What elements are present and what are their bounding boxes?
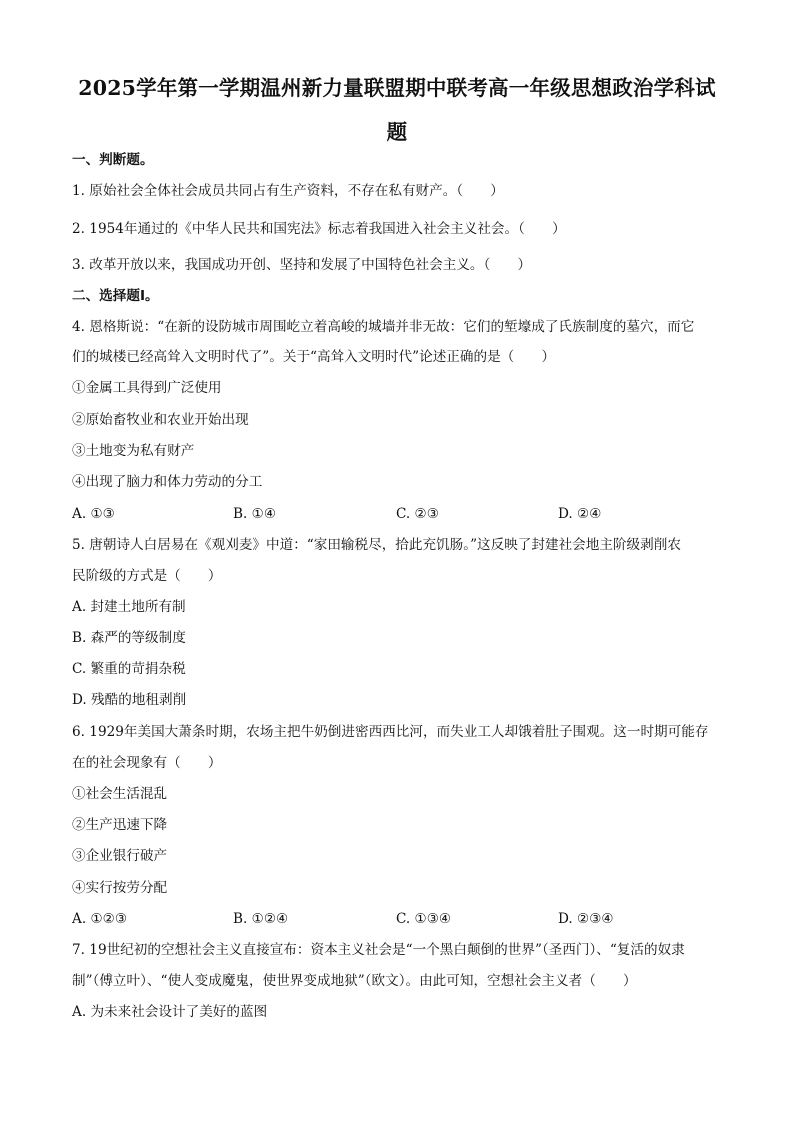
question-2: 2. 1954年通过的《中华人民共和国宪法》标志着我国进入社会主义社会。（ ） xyxy=(72,221,566,237)
question-4-item: ②原始畜牧业和农业开始出现 xyxy=(72,412,249,428)
question-4-line-1: 4. 恩格斯说：“在新的设防城市周围屹立着高峻的城墙并非无故：它们的堑壕成了氏族制度的墓穴，而它 xyxy=(72,319,695,335)
question-4-item: ③土地变为私有财产 xyxy=(72,443,195,459)
section-heading-choice: 二、选择题Ⅰ。 xyxy=(72,288,159,304)
question-4-option-c: C. ②③ xyxy=(396,506,439,522)
question-4-option-d: D. ②④ xyxy=(558,506,602,522)
question-4-item: ④出现了脑力和体力劳动的分工 xyxy=(72,474,263,490)
question-6-option-b: B. ①②④ xyxy=(233,911,289,927)
question-6-option-a: A. ①②③ xyxy=(72,911,128,927)
question-5-line-1: 5. 唐朝诗人白居易在《观刈麦》中道：“家田输税尽，拾此充饥肠。”这反映了封建社会地主阶级剥削农 xyxy=(72,537,681,553)
question-6-line-1: 6. 1929年美国大萧条时期，农场主把牛奶倒进密西西比河，而失业工人却饿着肚子围观。这一时期可能存 xyxy=(72,724,709,740)
question-7-line-2: 制”（傅立叶）、“使人变成魔鬼，使世界变成地狱”（欧文）。由此可知，空想社会主义者（ ） xyxy=(72,973,637,989)
question-5-option-d: D. 残酷的地租剥削 xyxy=(72,692,187,708)
question-5-line-2: 民阶级的方式是（ ） xyxy=(72,568,222,584)
question-7-line-1: 7. 19世纪初的空想社会主义直接宣布：资本主义社会是“一个黑白颠倒的世界”（圣西门）、“复活的奴隶 xyxy=(72,942,685,958)
question-5-option-b: B. 森严的等级制度 xyxy=(72,630,186,646)
question-4-item: ①金属工具得到广泛使用 xyxy=(72,380,222,396)
question-7-option-a: A. 为未来社会设计了美好的蓝图 xyxy=(72,1004,268,1020)
question-3: 3. 改革开放以来，我国成功开创、坚持和发展了中国特色社会主义。（ ） xyxy=(72,257,532,273)
question-4-option-b: B. ①④ xyxy=(233,506,277,522)
title-line-1: 2025学年第一学期温州新力量联盟期中联考高一年级思想政治学科试 xyxy=(78,76,716,100)
question-6-item: ②生产迅速下降 xyxy=(72,817,168,833)
question-6-line-2: 在的社会现象有（ ） xyxy=(72,755,222,771)
question-6-item: ①社会生活混乱 xyxy=(72,786,168,802)
section-heading-judgement: 一、判断题。 xyxy=(72,152,154,168)
question-6-option-c: C. ①③④ xyxy=(396,911,452,927)
question-6-option-d: D. ②③④ xyxy=(558,911,614,927)
title-line-2: 题 xyxy=(386,120,408,144)
question-1: 1. 原始社会全体社会成员共同占有生产资料，不存在私有财产。（ ） xyxy=(72,183,504,199)
question-4-line-2: 们的城楼已经高耸入文明时代了”。关于“高耸入文明时代”论述正确的是（ ） xyxy=(72,349,556,365)
document-title xyxy=(70,66,724,154)
question-4-option-a: A. ①③ xyxy=(72,506,115,522)
question-6-item: ④实行按劳分配 xyxy=(72,880,168,896)
question-6-item: ③企业银行破产 xyxy=(72,848,168,864)
question-5-option-c: C. 繁重的苛捐杂税 xyxy=(72,661,186,677)
question-5-option-a: A. 封建土地所有制 xyxy=(72,599,186,615)
